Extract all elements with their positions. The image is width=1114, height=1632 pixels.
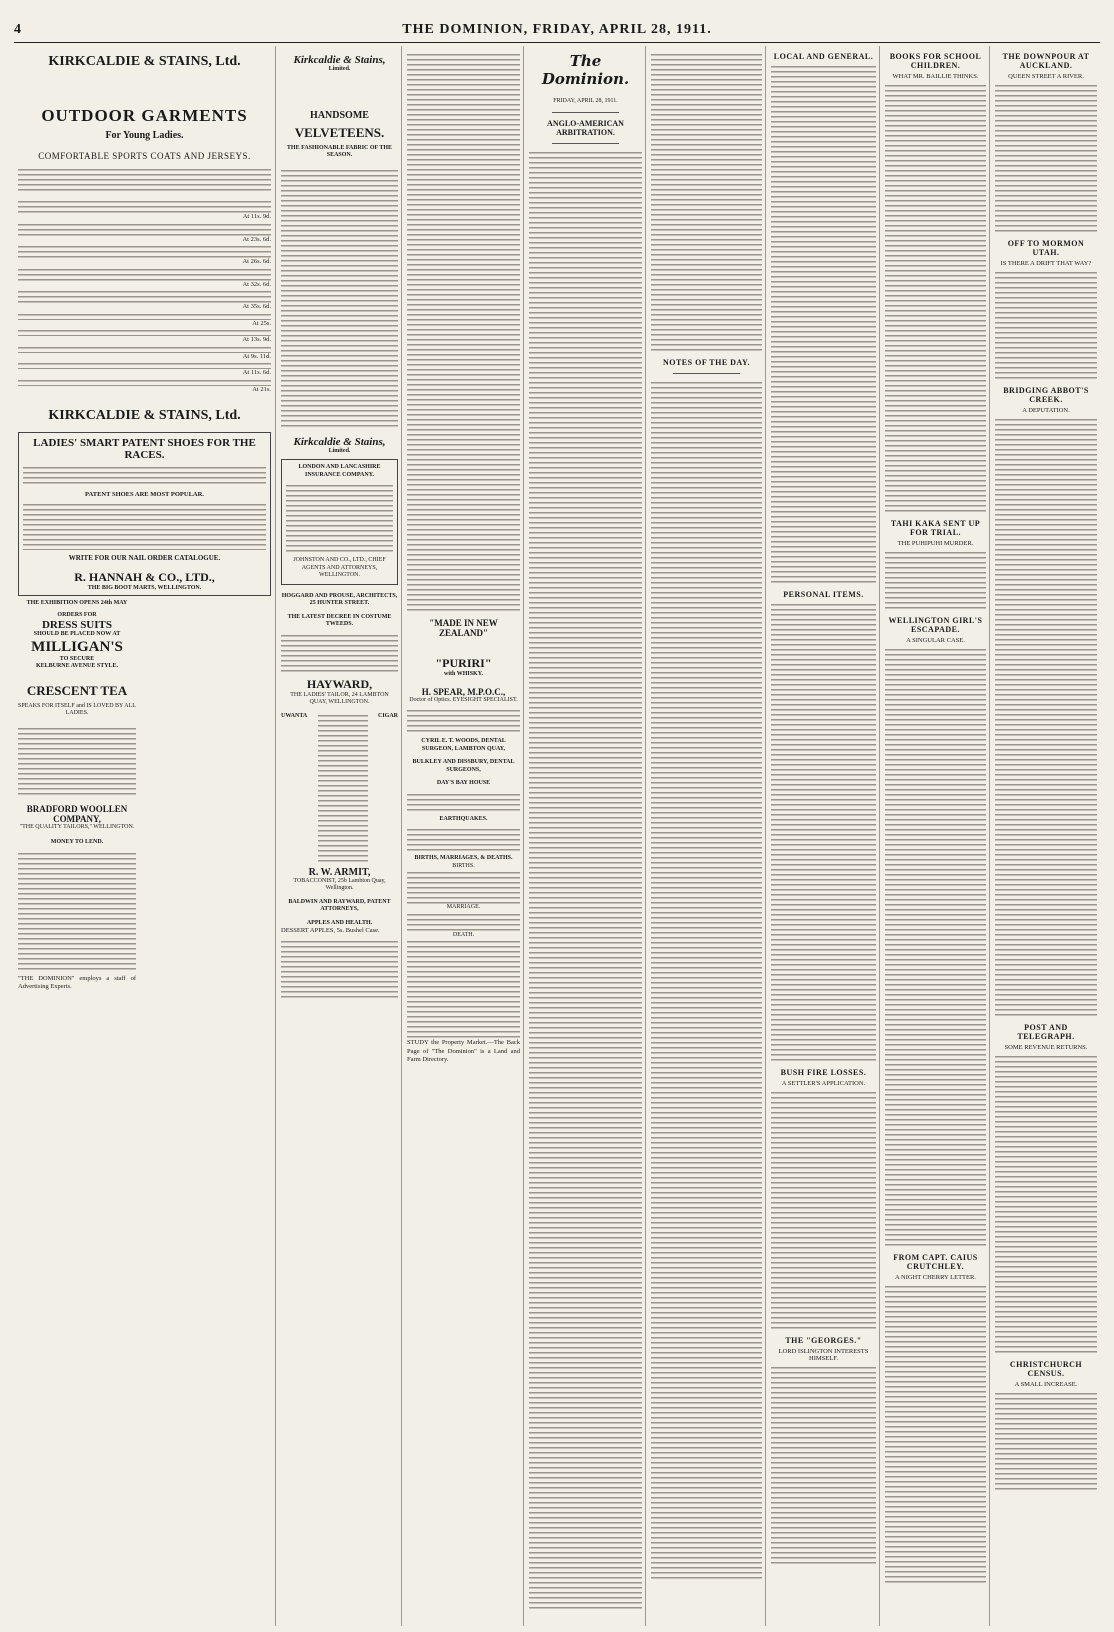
crescent-sub: SPEAKS FOR ITSELF and IS LOVED BY ALL LADIES. <box>18 702 136 716</box>
armit-name: R. W. ARMIT, <box>308 866 371 878</box>
personal-heading: PERSONAL ITEMS. <box>783 590 864 599</box>
firm-title-2: KIRKCALDIE & STAINS, Ltd. <box>48 408 241 423</box>
books-heading: BOOKS FOR SCHOOL CHILDREN. <box>889 52 982 70</box>
item-8 <box>18 361 271 378</box>
milligans-ad <box>18 600 136 995</box>
outdoor-sub: For Young Ladies. <box>105 130 184 141</box>
firm-title-3: Kirkcaldie & Stains, <box>293 54 386 66</box>
column-3-ads <box>404 46 524 1626</box>
crutchley-heading: FROM CAPT. CAIUS CRUTCHLEY. <box>893 1253 978 1271</box>
dominion-staff-note: "THE DOMINION" employs a staff of Advertising Experts. <box>18 974 136 990</box>
bradford-name: BRADFORD WOOLLEN COMPANY, <box>26 803 128 824</box>
outdoor-heading: OUTDOOR GARMENTS <box>41 106 248 125</box>
downpour-heading: THE DOWNPOUR AT AUCKLAND. <box>1002 52 1090 70</box>
hayward-name: HAYWARD, <box>306 676 373 691</box>
column-8 <box>992 46 1100 1626</box>
spear-name: H. SPEAR, M.P.O.C., <box>421 686 506 697</box>
notes-heading: NOTES OF THE DAY. <box>662 358 751 367</box>
intro-text <box>18 167 271 193</box>
marriage-label: MARRIAGE. <box>446 904 481 910</box>
exhibition-note: THE EXHIBITION OPENS 24th MAY <box>26 600 128 606</box>
woods-ad: CYRIL E. T. WOODS, DENTAL SURGEON, LAMBTON QUAY, <box>421 738 506 752</box>
shoes-sub: PATENT SHOES ARE MOST POPULAR. <box>85 491 204 498</box>
made-in-nz: "MADE IN NEW ZEALAND" <box>429 618 498 638</box>
births-deaths-heading: BIRTHS, MARRIAGES, & DEATHS. <box>414 855 513 861</box>
crescent-tea: CRESCENT TEA <box>26 682 128 698</box>
item-price: At 32s. 6d. <box>242 280 271 288</box>
fabric-note: THE FASHIONABLE FABRIC OF THE SEASON. <box>286 144 393 158</box>
item-2 <box>18 244 271 267</box>
kelburne-style: KELBURNE AVENUE STYLE. <box>35 663 119 669</box>
editorial-date: FRIDAY, APRIL 28, 1911. <box>553 98 618 104</box>
velveteens: VELVETEENS. <box>294 124 385 140</box>
revenue-sub: SOME REVENUE RETURNS. <box>1004 1044 1088 1051</box>
item-price: At 25s. <box>252 319 271 327</box>
item-6 <box>18 328 271 345</box>
col3-upper-text <box>407 52 520 612</box>
hannah-name: R. HANNAH & CO., LTD., <box>74 570 215 584</box>
shoes-heading: LADIES' SMART PATENT SHOES FOR THE RACES. <box>33 437 256 461</box>
orders-for: ORDERS FOR <box>57 611 97 618</box>
money-to-lend: MONEY TO LEND. <box>50 839 104 845</box>
puriri-whisky: with WHISKY. <box>443 671 483 677</box>
births-label: BIRTHS. <box>452 862 475 869</box>
item-1 <box>18 222 271 245</box>
column-2-ads <box>278 46 402 1626</box>
milligans-name: MILLIGAN'S <box>31 638 123 655</box>
shoes-ad <box>18 432 271 596</box>
islington-sub: LORD ISLINGTON INTERESTS HIMSELF. <box>778 1348 869 1362</box>
col2-lower-stack <box>140 600 270 995</box>
insurance-ad <box>281 459 398 585</box>
item-price: At 11s. 6d. <box>242 369 271 376</box>
item-7 <box>18 345 271 362</box>
census-heading: CHRISTCHURCH CENSUS. <box>1009 1360 1083 1378</box>
apples-heading: APPLES AND HEALTH. <box>306 919 373 926</box>
page-title: THE DOMINION, FRIDAY, APRIL 28, 1911. <box>402 22 712 37</box>
item-3 <box>18 267 271 290</box>
item-price: At 11s. 9d. <box>242 213 271 220</box>
insurance-agents: JOHNSTON AND CO., LTD., CHIEF AGENTS AND ATTORNEYS, WELLINGTON. <box>293 557 386 578</box>
hayward-sub: THE LADIES' TAILOR, 24 LAMBTON QUAY, WELLINGTON. <box>290 691 389 705</box>
column-5 <box>648 46 766 1626</box>
item-price: At 35s. 6d. <box>242 303 271 310</box>
deputation-sub: A DEPUTATION. <box>1022 407 1070 414</box>
velveteen-list <box>281 168 398 428</box>
firm-title-4: Kirkcaldie & Stains, <box>293 435 386 448</box>
item-0 <box>18 199 271 222</box>
dessert-apples: DESSERT APPLES, 5s. Bushel Case. <box>281 927 380 934</box>
page-number: 4 <box>14 22 21 37</box>
editorial-heading: ANGLO-AMERICAN ARBITRATION. <box>547 118 624 137</box>
column-7 <box>882 46 990 1626</box>
spear-sub: Doctor of Optics. EYESIGHT SPECIALIST. <box>409 696 518 703</box>
tahi-heading: TAHI KAKA SENT UP FOR TRIAL. <box>890 519 981 537</box>
settler-sub: A SETTLER'S APPLICATION. <box>781 1080 866 1087</box>
editorial-body <box>529 150 642 1610</box>
catalogue-note: WRITE FOR OUR NAIL ORDER CATALOGUE. <box>68 554 221 562</box>
hoggard-ad: HOGGARD AND PROUSE, ARCHITECTS, 25 HUNTER STREET. <box>281 592 398 606</box>
placed-now: SHOULD BE PLACED NOW AT <box>33 631 121 637</box>
item-price: At 26s. 6d. <box>242 258 271 265</box>
uwanta-label: UWANTA <box>281 712 308 719</box>
puhipuhi-sub: THE PUHIPUHI MURDER. <box>897 540 974 547</box>
dress-suits: DRESS SUITS <box>41 619 112 631</box>
dominion-masthead: The Dominion. <box>541 52 630 88</box>
hannah-sub: THE BIG BOOT MARTS, WELLINGTON. <box>87 585 202 591</box>
item-price: At 21s. <box>252 385 271 393</box>
armit-sub: TOBACCONIST, 25b Lambton Quay, Wellington. <box>293 877 386 891</box>
escapade-heading: WELLINGTON GIRL'S ESCAPADE. <box>888 616 983 634</box>
bulkley-ad: BULKLEY AND DISSBURY, DENTAL SURGEONS, <box>412 759 515 773</box>
bridging-heading: BRIDGING ABBOT'S CREEK. <box>1003 386 1089 404</box>
column-1-ads <box>14 46 276 1626</box>
patent-attorneys: BALDWIN AND RAYWARD, PATENT ATTORNEYS, <box>288 898 391 912</box>
post-heading: POST AND TELEGRAPH. <box>1017 1023 1075 1041</box>
georges-heading: THE "GEORGES." <box>785 1336 862 1345</box>
drift-sub: IS THERE A DRIFT THAT WAY? <box>1000 260 1092 267</box>
to-secure: TO SECURE <box>59 655 95 662</box>
queen-sub: QUEEN STREET A RIVER. <box>1008 73 1084 80</box>
item-price: At 13s. 9d. <box>242 336 271 343</box>
earthquakes-heading: EARTHQUAKES. <box>439 815 488 822</box>
mormon-heading: OFF TO MORMON UTAH. <box>1007 239 1085 257</box>
item-9 <box>18 378 271 395</box>
puriri-name: "PURIRI" <box>435 656 492 670</box>
increase-sub: A SMALL INCREASE. <box>1014 1381 1078 1388</box>
uwanta-cigar-ad <box>281 713 398 863</box>
column-4-editorial <box>526 46 646 1626</box>
item-4 <box>18 289 271 312</box>
item-price: At 23s. 6d. <box>242 235 271 243</box>
item-price: At 9s. 11d. <box>242 352 271 360</box>
sports-heading: COMFORTABLE SPORTS COATS AND JERSEYS. <box>38 151 251 161</box>
notes-body <box>651 380 762 1580</box>
column-6 <box>768 46 880 1626</box>
costume-heading: THE LATEST DECREE IN COSTUME TWEEDS. <box>287 613 392 627</box>
handsome: HANDSOME <box>310 109 369 121</box>
item-5 <box>18 312 271 329</box>
days-bay-ad: DAY'S BAY HOUSE <box>436 780 491 786</box>
night-sub: A NIGHT CHERRY LETTER. <box>895 1274 976 1281</box>
local-heading: LOCAL AND GENERAL. <box>773 52 874 61</box>
limited-1: Limited. <box>328 66 351 72</box>
bradford-sub: "THE QUALITY TAILORS," WELLINGTON. <box>19 823 135 830</box>
insurance-name: LONDON AND LANCASHIRE INSURANCE COMPANY. <box>298 464 381 478</box>
baillie-sub: WHAT MR. BAILLIE THINKS. <box>892 73 979 80</box>
bush-fire-heading: BUSH FIRE LOSSES. <box>780 1068 867 1077</box>
study-note: STUDY the Property Market.—The Back Page of "The Dominion" is a Land and Farm Directory. <box>407 1039 520 1063</box>
firm-title: KIRKCALDIE & STAINS, Ltd. <box>48 54 241 69</box>
cigar-label: CIGAR <box>377 712 398 719</box>
limited-2: Limited. <box>328 447 351 454</box>
death-label: DEATH. <box>452 931 475 938</box>
page-masthead <box>14 20 1100 43</box>
singular-sub: A SINGULAR CASE. <box>906 637 965 644</box>
